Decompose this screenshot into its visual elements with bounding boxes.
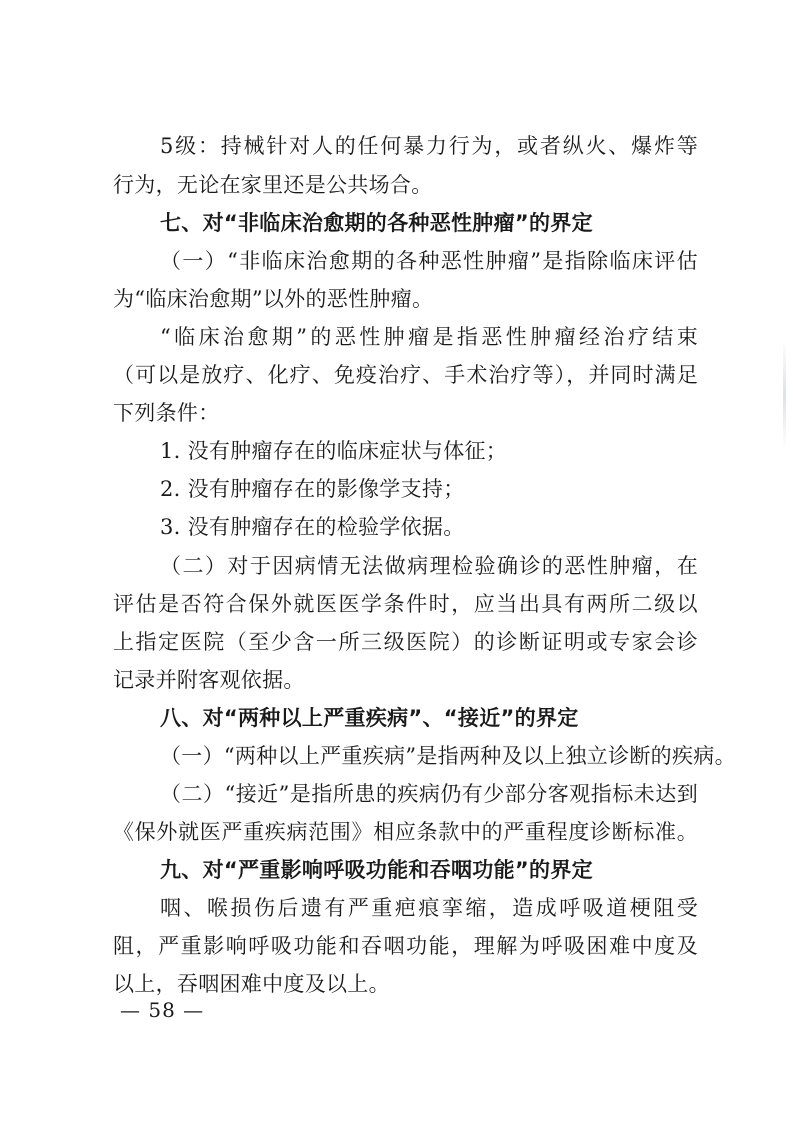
paragraph-line: 评估是否符合保外就医医学条件时，应当出具有两所二级以	[113, 592, 698, 616]
paragraph-line: 记录并附客观依据。	[113, 668, 305, 692]
page-number: — 58 —	[120, 998, 205, 1022]
paragraph-line: 咽、喉损伤后遗有严重疤痕挛缩，造成呼吸道梗阻受	[160, 896, 698, 920]
paragraph-line: 5级：持械针对人的任何暴力行为，或者纵火、爆炸等	[160, 134, 698, 158]
paragraph-line: （可以是放疗、化疗、免疫治疗、手术治疗等），并同时满足	[113, 363, 698, 387]
section-heading-9: 九、对“严重影响呼吸功能和吞咽功能”的界定	[160, 858, 593, 882]
scan-artifact	[783, 340, 786, 450]
paragraph-line: 阻，严重影响呼吸功能和吞咽功能，理解为呼吸困难中度及	[113, 934, 698, 958]
paragraph-line: （一）“非临床治愈期的各种恶性肿瘤”是指除临床评估	[160, 249, 698, 273]
section-heading-7: 七、对“非临床治愈期的各种恶性肿瘤”的界定	[160, 211, 593, 235]
paragraph-line: “临床治愈期”的恶性肿瘤是指恶性肿瘤经治疗结束	[160, 325, 698, 349]
paragraph-line: 上指定医院（至少含一所三级医院）的诊断证明或专家会诊	[113, 630, 698, 654]
paragraph-line: 《保外就医严重疾病范围》相应条款中的严重程度诊断标准。	[113, 820, 698, 844]
paragraph-line: 为“临床治愈期”以外的恶性肿瘤。	[113, 287, 434, 311]
paragraph-line: 行为，无论在家里还是公共场合。	[113, 173, 433, 197]
list-item: 3. 没有肿瘤存在的检验学依据。	[160, 515, 465, 539]
paragraph-line: 下列条件：	[113, 401, 220, 425]
list-item: 2. 没有肿瘤存在的影像学支持；	[160, 477, 465, 501]
paragraph-line: （二）对于因病情无法做病理检验确诊的恶性肿瘤，在	[160, 554, 698, 578]
section-heading-8: 八、对“两种以上严重疾病”、“接近”的界定	[160, 706, 579, 730]
paragraph-line: （二）“接近”是指所患的疾病仍有少部分客观指标未达到	[160, 782, 698, 806]
list-item: 1. 没有肿瘤存在的临床症状与体征；	[160, 439, 508, 463]
paragraph-line: 以上，吞咽困难中度及以上。	[113, 972, 390, 996]
paragraph-line: （一）“两种以上严重疾病”是指两种及以上独立诊断的疾病。	[160, 744, 736, 768]
